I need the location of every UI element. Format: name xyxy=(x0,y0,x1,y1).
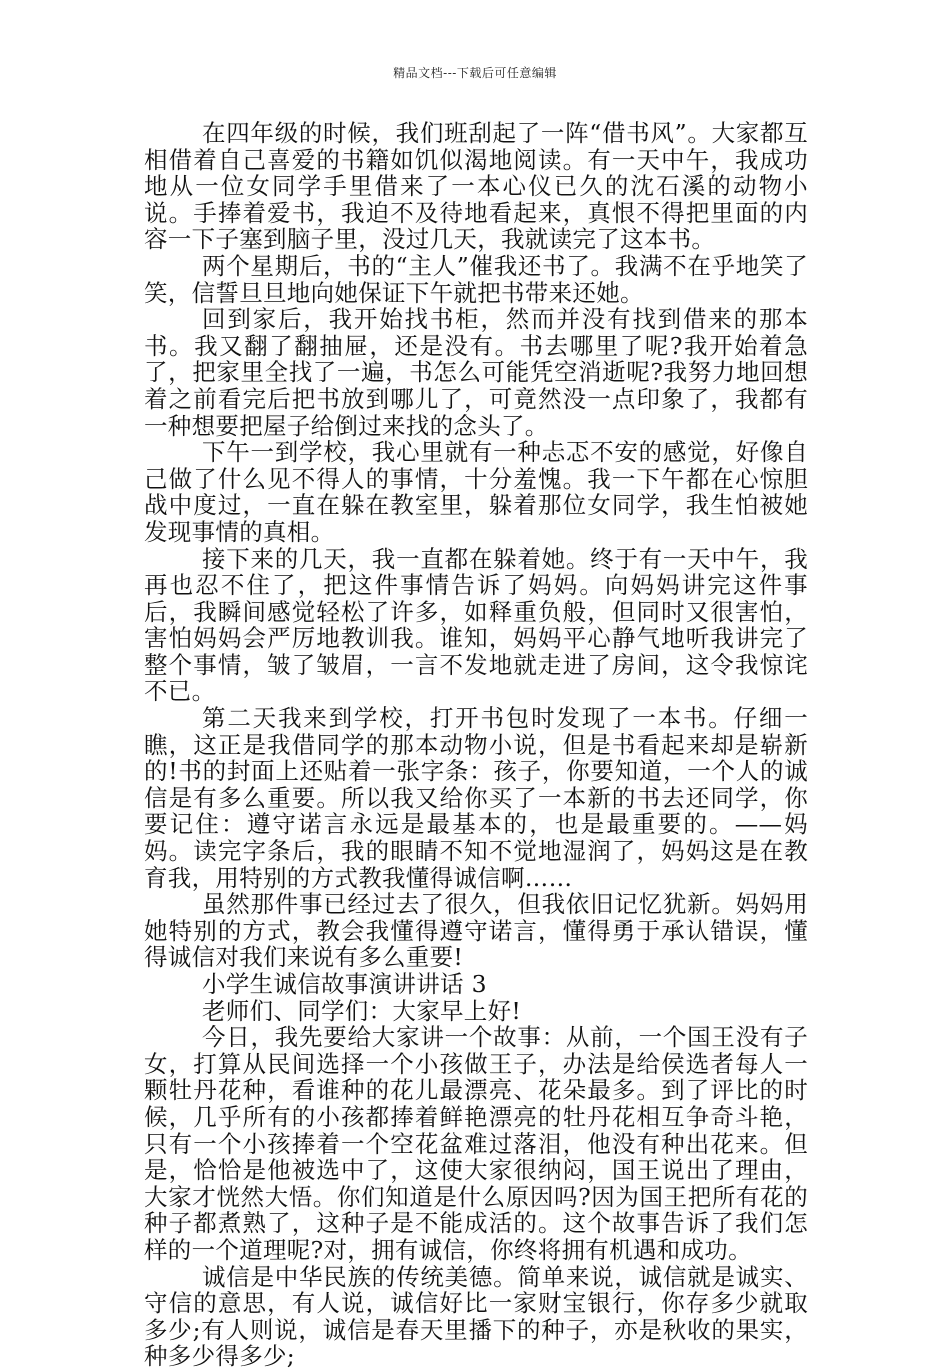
paragraph-borrowing-book: 在四年级的时候，我们班刮起了一阵“借书风”。大家都互相借着自己喜爱的书籍如饥似渴地阅读。有一天中午，我成功地从一位女同学手里借来了一本心仪已久的沈石溪的动物小说。手捧着爱书，我迫不及待地看起来，真恨不得把里面的内容一下子塞到脑子里，没过几天，我就读完了这本书。 xyxy=(144,119,808,254)
paragraph-return-request: 两个星期后，书的“主人”催我还书了。我满不在乎地笑了笑，信誓旦旦地向她保证下午就把书带来还她。 xyxy=(144,251,808,307)
section-title: 小学生诚信故事演讲讲话 3 xyxy=(202,970,487,998)
paragraph-search-home: 回到家后，我开始找书柜，然而并没有找到借来的那本书。我又翻了翻抽屉，还是没有。书去哪里了呢?我开始着急了，把家里全找了一遍，书怎么可能凭空消逝呢?我努力地回想着之前看完后把书放到哪儿了，可竟然没一点印象了，我都有一种想要把屋子给倒过来找的念头了。 xyxy=(144,305,808,440)
paragraph-honesty-virtue: 诚信是中华民族的传统美德。简单来说，诚信就是诚实、守信的意思，有人说，诚信好比一家财宝银行，你存多少就取多少;有人则说，诚信是春天里播下的种子，亦是秋收的果实，种多少得多少; xyxy=(144,1262,808,1370)
paragraph-tell-mother: 接下来的几天，我一直都在躲着她。终于有一天中午，我再也忍不住了，把这件事情告诉了妈妈。向妈妈讲完这件事后，我瞬间感觉轻松了许多，如释重负般，但同时又很害怕，害怕妈妈会严厉地教训我。谁知，妈妈平心静气地听我讲完了整个事情，皱了皱眉，一言不发地就走进了房间，这令我惊诧不已。 xyxy=(144,544,808,706)
paragraph-afternoon-anxiety: 下午一到学校，我心里就有一种忐忑不安的感觉，好像自己做了什么见不得人的事情，十分羞愧。我一下午都在心惊胆战中度过，一直在躲在教室里，躲着那位女同学，我生怕被她发现事情的真相。 xyxy=(144,438,808,546)
speech-greeting: 老师们、同学们：大家早上好! xyxy=(202,996,522,1025)
paragraph-new-book: 第二天我来到学校，打开书包时发现了一本书。仔细一瞧，这正是我借同学的那本动物小说，但是书看起来却是崭新的!书的封面上还贴着一张字条：孩子，你要知道，一个人的诚信是有多么重要。所以我又给你买了一本新的书去还同学，你要记住：遵守诺言永远是最基本的，也是最重要的。——妈妈。读完字条后，我的眼睛不知不觉地湿润了，妈妈这是在教育我，用特别的方式教我懂得诚信啊…… xyxy=(144,704,808,892)
page-header: 精品文档---下载后可任意编辑 xyxy=(393,66,557,80)
document-body xyxy=(144,120,808,1370)
paragraph-conclusion: 虽然那件事已经过去了很久，但我依旧记忆犹新。妈妈用她特别的方式，教会我懂得遵守诺言，懂得勇于承认错误，懂得诚信对我们来说有多么重要! xyxy=(144,890,808,972)
paragraph-king-story: 今日，我先要给大家讲一个故事：从前，一个国王没有子女，打算从民间选择一个小孩做王子，办法是给侯选者每人一颗牡丹花种，看谁种的花儿最漂亮、花朵最多。到了评比的时候，几乎所有的小孩都捧着鲜艳漂亮的牡丹花相互争奇斗艳，只有一个小孩捧着一个空花盆难过落泪，他没有种出花来。但是，恰恰是他被选中了，这使大家很纳闷，国王说出了理由，大家才恍然大悟。你们知道是什么原因吗?因为国王把所有花的种子都煮熟了，这种子是不能成活的。这个故事告诉了我们怎样的一个道理呢?对，拥有诚信，你终将拥有机遇和成功。 xyxy=(144,1023,808,1264)
